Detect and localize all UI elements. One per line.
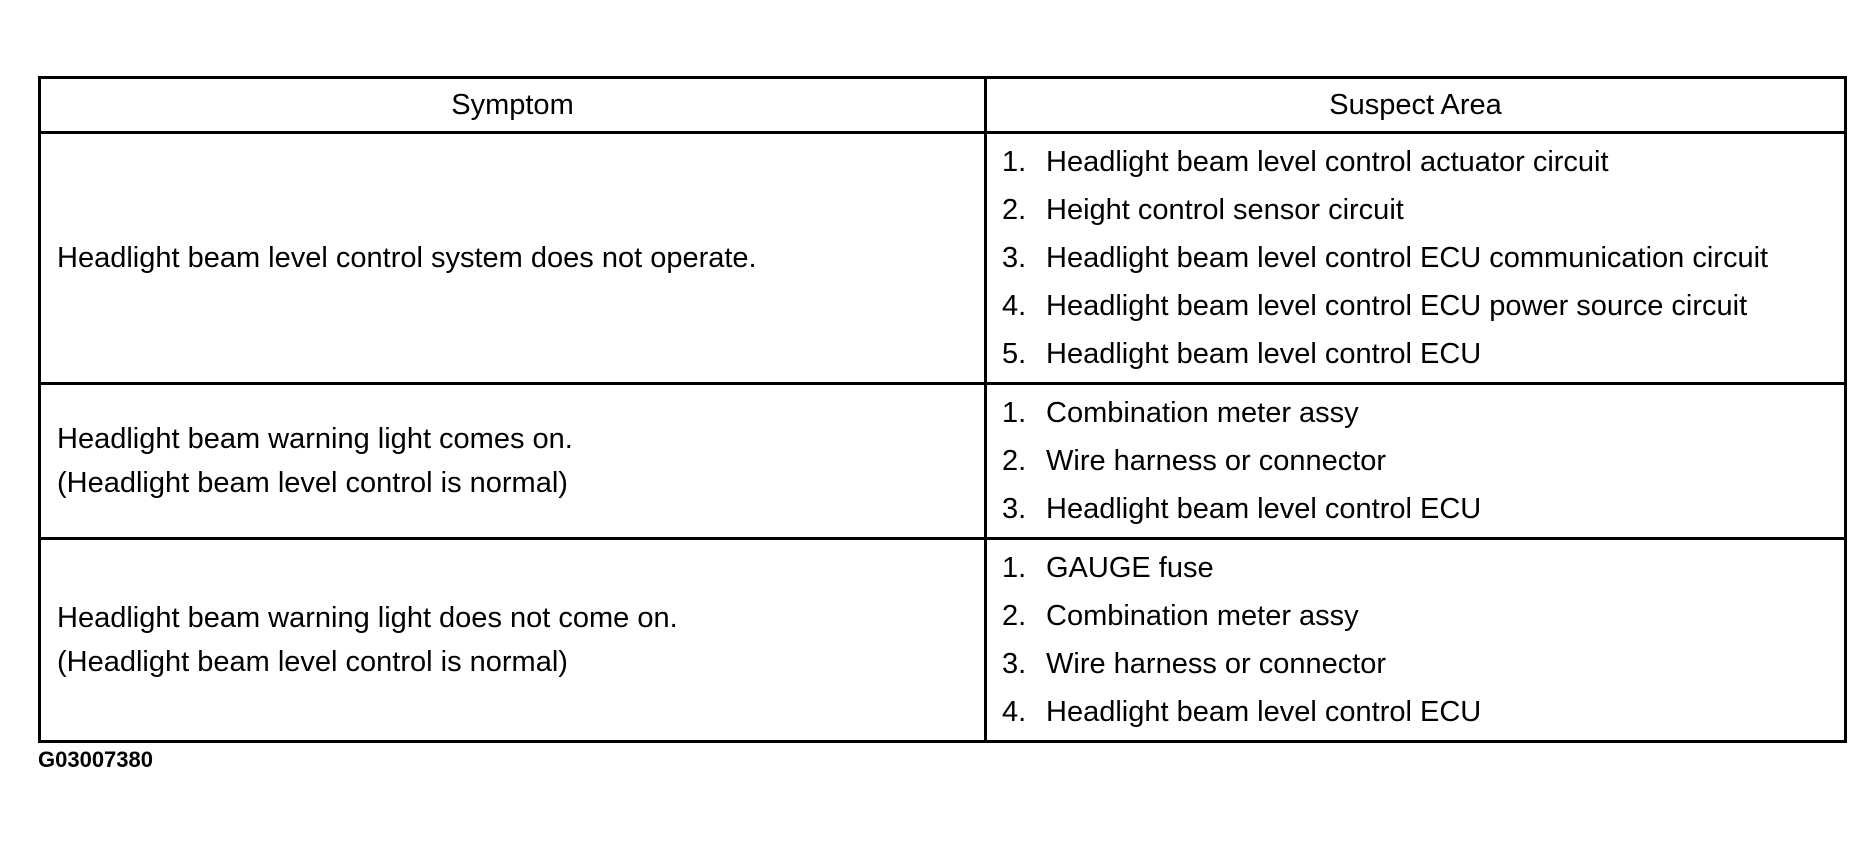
list-item <box>1002 186 1844 234</box>
suspect-list <box>1002 389 1844 533</box>
item-text: GAUGE fuse <box>1046 551 1214 584</box>
symptom-cell <box>40 539 986 742</box>
item-number: 2. <box>1002 599 1027 632</box>
table-row <box>40 133 1846 384</box>
item-text: Headlight beam level control ECU communication circuit <box>1046 241 1769 274</box>
item-number: 1. <box>1002 396 1027 429</box>
symptom-text: Headlight beam warning light does not come on. <box>57 602 678 634</box>
item-number: 1. <box>1002 145 1027 178</box>
item-text: Headlight beam level control ECU <box>1046 337 1482 370</box>
item-number: 4. <box>1002 695 1027 728</box>
symptom-cell <box>40 133 986 384</box>
list-item <box>1002 592 1844 640</box>
symptom-text: Headlight beam warning light comes on. <box>57 423 573 455</box>
symptom-cell <box>40 384 986 539</box>
list-item <box>1002 389 1844 437</box>
header-symptom: Symptom <box>40 78 986 133</box>
item-text: Headlight beam level control actuator circuit <box>1046 145 1609 178</box>
item-number: 3. <box>1002 647 1027 680</box>
item-text: Headlight beam level control ECU <box>1046 695 1482 728</box>
list-item <box>1002 688 1844 736</box>
list-item <box>1002 330 1844 378</box>
item-text: Wire harness or connector <box>1046 444 1387 477</box>
list-item <box>1002 640 1844 688</box>
list-item <box>1002 544 1844 592</box>
table-header-row <box>40 78 1846 133</box>
item-number: 2. <box>1002 193 1027 226</box>
list-item <box>1002 138 1844 186</box>
item-number: 1. <box>1002 551 1027 584</box>
suspect-list <box>1002 544 1844 736</box>
symptom-text: (Headlight beam level control is normal) <box>57 646 568 678</box>
list-item <box>1002 437 1844 485</box>
list-item <box>1002 485 1844 533</box>
item-text: Height control sensor circuit <box>1046 193 1404 226</box>
suspect-area-cell <box>986 133 1846 384</box>
table-row <box>40 384 1846 539</box>
list-item <box>1002 282 1844 330</box>
table-row <box>40 539 1846 742</box>
suspect-area-cell <box>986 384 1846 539</box>
item-number: 3. <box>1002 492 1027 525</box>
figure-id: G03007380 <box>38 747 153 772</box>
suspect-area-cell <box>986 539 1846 742</box>
item-text: Wire harness or connector <box>1046 647 1387 680</box>
item-text: Combination meter assy <box>1046 599 1359 632</box>
suspect-list <box>1002 138 1844 378</box>
item-number: 4. <box>1002 289 1027 322</box>
item-number: 5. <box>1002 337 1027 370</box>
symptom-table <box>38 76 1847 743</box>
item-number: 3. <box>1002 241 1027 274</box>
symptom-text: (Headlight beam level control is normal) <box>57 467 568 499</box>
symptom-text: Headlight beam level control system does not operate. <box>57 242 757 274</box>
list-item <box>1002 234 1844 282</box>
item-text: Headlight beam level control ECU <box>1046 492 1482 525</box>
table-body <box>40 133 1846 742</box>
item-text: Combination meter assy <box>1046 396 1359 429</box>
header-suspect-area: Suspect Area <box>986 78 1846 133</box>
item-text: Headlight beam level control ECU power source circuit <box>1046 289 1748 322</box>
item-number: 2. <box>1002 444 1027 477</box>
